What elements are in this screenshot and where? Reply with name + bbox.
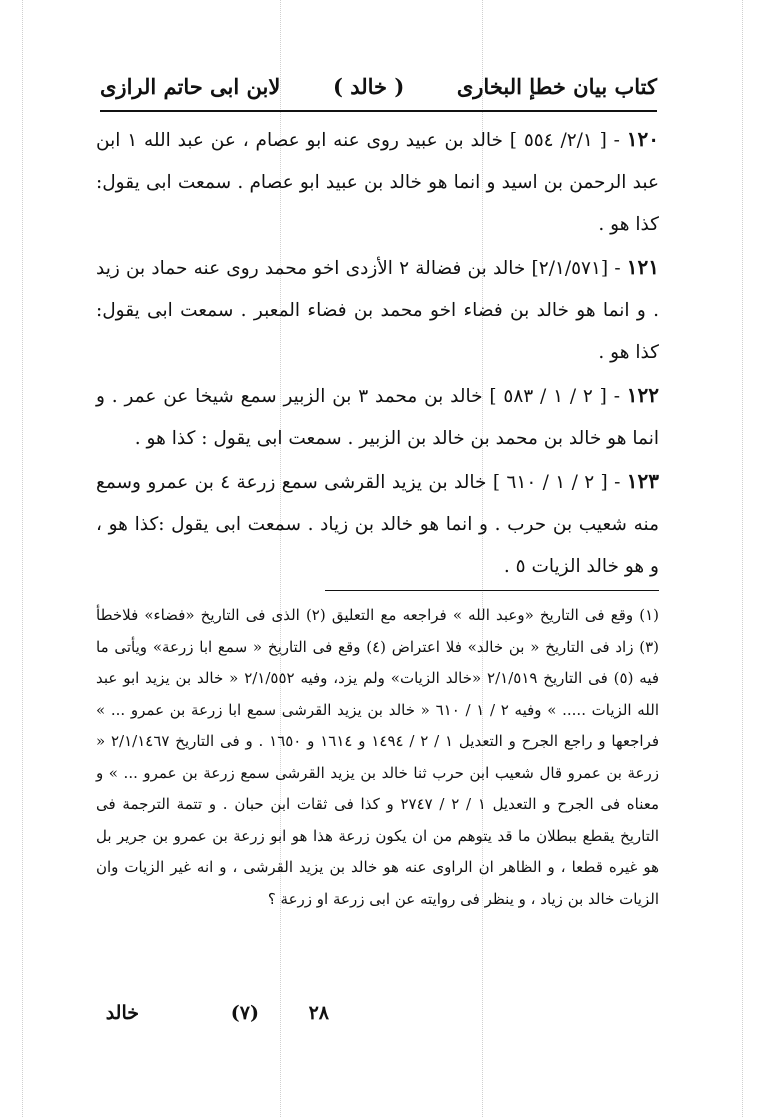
entry-122 — [96, 374, 659, 460]
scan-guide-line — [22, 0, 23, 1117]
entry-120 — [96, 118, 659, 246]
entry-text: - [ ٢ / ١ / ٦١٠ ] خالد بن يزيد القرشى سمع زرعة ٤ بن عمرو وسمع منه شعيب بن حرب . و انما هو خالد بن زياد . سمعت ابى يقول :كذا هو ، و هو خالد الزيات ٥ . — [96, 472, 659, 577]
header-section: ( خالد ) — [332, 73, 405, 99]
entry-number: ١٢٢ — [626, 383, 659, 407]
entry-text: - [ ٢/١/ ٥٥٤ ] خالد بن عبيد روى عنه ابو عصام ، عن عبد الله ١ ابن عبد الرحمن بن اسيد و انما هو خالد بن عبيد ابو عصام . سمعت ابى يقول: كذا هو . — [96, 130, 659, 235]
scan-guide-line — [742, 0, 743, 1117]
part-number: (٧) — [230, 1002, 259, 1024]
footnote-text: (١) وقع فى التاريخ «وعبد الله » فراجعه مع التعليق (٢) الذى فى التاريخ «فضاء» فلاخطأ (٣) زاد فى التاريخ « بن خالد» فلا اعتراض (٤) وقع فى التاريخ « سمع ابا زرعة» ويأتى ما فيه (٥) فى التاريخ ٢/١/٥١٩ «خالد الزيات» ولم يزد، وفيه ٢/١/٥٥٢ « خالد بن يزيد ابو عبد الله الزيات ..... » وفيه ٢ / ١ / ٦١٠ « خالد بن يزيد القرشى سمع ابا زرعة بن عمرو ... » فراجعها و راجع الجرح و التعديل ١ / ٢ / ١٤٩٤ و ١٦١٤ و ١٦٥٠ . و فى التاريخ ٢/١/١٤٦٧ « زرعة بن عمرو قال شعيب ابن حرب ثنا خالد بن يزيد القرشى سمع زرعة بن عمرو ... » و معناه فى الجرح و التعديل ١ / ٢ / ٢٧٤٧ و كذا فى ثقات ابن حبان . و تتمة الترجمة فى التاريخ يقطع ببطلان ما قد يتوهم من ان يكون زرعة هذا هو ابو زرعة بن عمرو بن جرير بل هو غيره قطعا ، و الظاهر ان الراوى عنه هو خالد بن يزيد القرشى ، و انه غير الزيات وان الزيات خالد بن زياد ، و ينظر فى روايته عن ابى زرعة او زرعة ؟ — [96, 606, 660, 908]
header-rule — [100, 110, 657, 112]
footer-section-name: خالد — [105, 1002, 139, 1024]
footnotes — [96, 600, 659, 915]
entry-text: - [٢/١/٥٧١] خالد بن فضالة ٢ الأزدى اخو محمد روى عنه حماد بن زيد . و انما هو خالد بن فضاء اخو محمد بن فضاء المعبر . سمعت ابى يقول: كذا هو . — [96, 258, 659, 363]
header-book-title: كتاب بيان خطإ البخارى — [456, 73, 657, 99]
main-text — [96, 118, 659, 588]
entry-121 — [96, 246, 659, 374]
entry-text: - [ ٢ / ١ / ٥٨٣ ] خالد بن محمد ٣ بن الزبير سمع شيخا عن عمر . و انما هو خالد بن محمد بن خالد بن الزبير . سمعت ابى يقول : كذا هو . — [96, 386, 659, 449]
page-number: ٢٨ — [308, 1002, 329, 1024]
header-author: لابن ابى حاتم الرازى — [100, 73, 281, 99]
running-header — [100, 66, 657, 106]
entry-number: ١٢١ — [626, 255, 659, 279]
entry-number: ١٢٠ — [626, 127, 659, 151]
entry-123 — [96, 460, 659, 588]
entry-number: ١٢٣ — [626, 469, 659, 493]
footnote-rule — [325, 590, 659, 591]
page-footer — [105, 1002, 659, 1038]
